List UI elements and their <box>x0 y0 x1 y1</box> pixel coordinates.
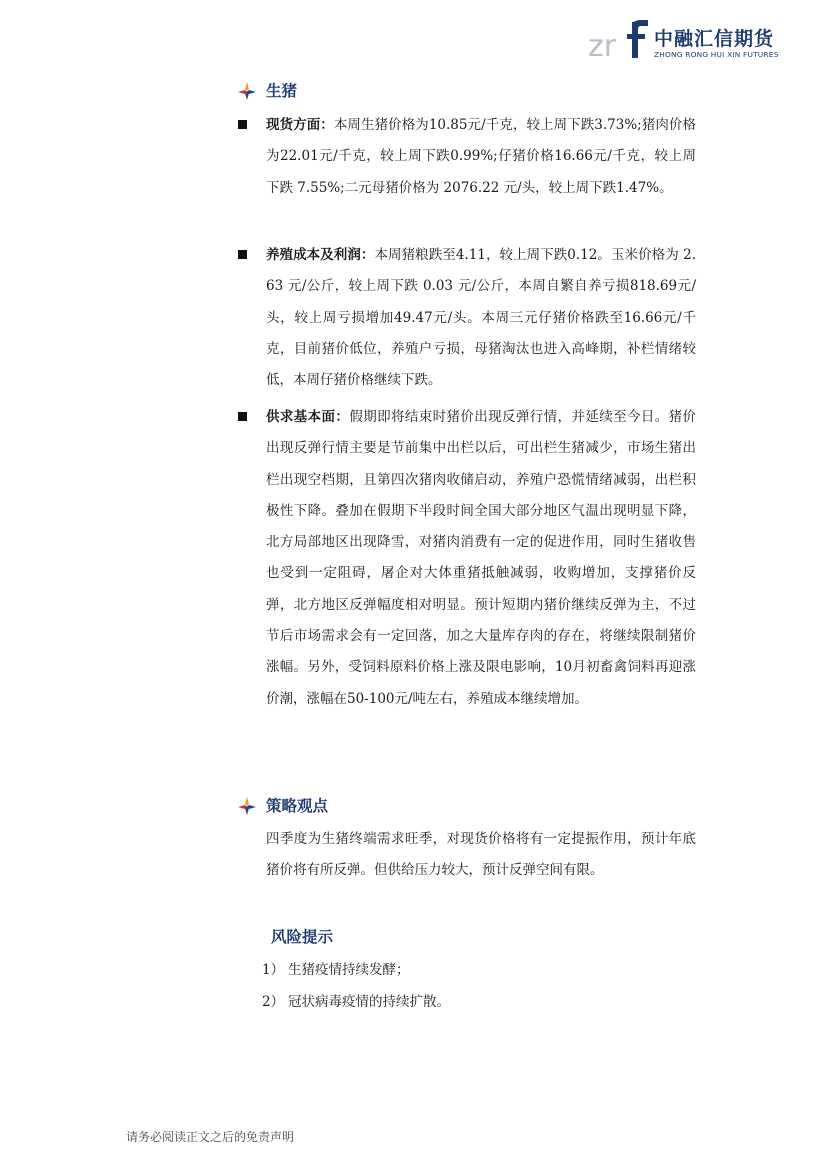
paragraph-strategy: 四季度为生猪终端需求旺季，对现货价格将有一定提振作用，预计年底猪价将有所反弹。但供给压力较大，预计反弹空间有限。 <box>266 831 696 879</box>
risk-title: 风险提示 <box>271 928 334 946</box>
bullet-square-icon <box>238 120 247 129</box>
svg-text:zr: zr <box>588 29 617 62</box>
paragraph-text: 本周猪粮跌至4.11，较上周下跌0.12。玉米价格为 2.63 元/公斤，较上周下跌 0.03 元/公斤，本周自繁自养亏损818.69元/头，较上周亏损增加49.47元/头。本周三元仔猪价格跌至16.66元/千克，目前猪价低位，养殖户亏损，母猪淘汰也进入高峰期，补栏情绪较低，本周仔猪价格继续下跌。 <box>266 247 697 389</box>
paragraph-label: 养殖成本及利润： <box>266 247 375 263</box>
risk-item-text: 冠状病毒疫情的持续扩散。 <box>288 994 450 1010</box>
footer-disclaimer: 请务必阅读正文之后的免责声明 <box>126 1130 295 1144</box>
zrf-logo-icon <box>588 18 650 62</box>
bullet-square-icon <box>238 250 247 259</box>
risk-item-text: 生猪疫情持续发酵； <box>288 962 410 978</box>
compass-star-icon <box>238 82 256 100</box>
logo-chinese-name: 中融汇信期货 <box>654 28 775 50</box>
paragraph-text: 假期即将结束时猪价出现反弹行情，并延续至今日。猪价出现反弹行情主要是节前集中出栏以后，可出栏生猪减少，市场生猪出栏出现空档期，且第四次猪肉收储启动，养殖户恐慌情绪减弱，出栏积极性下降。叠加在假期下半段时间全国大部分地区气温出现明显下降，北方局部地区出现降雪，对猪肉消费有一定的促进作用，同时生猪收售也受到一定阻碍，屠企对大体重猪抵触减弱，收购增加，支撑猪价反弹，北方地区反弹幅度相对明显。预计短期内猪价继续反弹为主，不过节后市场需求会有一定回落，加之大量库存肉的存在，将继续限制猪价涨幅。另外，受饲料原料价格上涨及限电影响，10月初畜禽饲料再迎涨价潮，涨幅在50-100元/吨左右，养殖成本继续增加。 <box>266 409 697 707</box>
risk-item-number: 1） <box>262 962 285 978</box>
paragraph-label: 供求基本面： <box>266 409 350 425</box>
paragraph-label: 现货方面： <box>266 117 334 133</box>
company-logo <box>588 18 778 62</box>
bullet-square-icon <box>238 412 247 421</box>
section-title: 策略观点 <box>266 797 329 815</box>
paragraph-breeding-cost <box>266 240 696 396</box>
paragraph-spot-market <box>266 110 696 204</box>
risk-item <box>262 992 450 1012</box>
logo-english-name: ZHONG RONG HUI XIN FUTURES <box>654 50 779 59</box>
risk-item <box>262 960 410 980</box>
paragraph-supply-demand <box>266 402 696 715</box>
section-title: 生猪 <box>266 82 298 100</box>
risk-item-number: 2） <box>262 994 285 1010</box>
paragraph-text: 本周生猪价格为10.85元/千克，较上周下跌3.73%;猪肉价格为22.01元/千克，较上周下跌0.99%;仔猪价格16.66元/千克，较上周下跌 7.55%;二元母猪价格为 2076.22 元/头，较上周下跌1.47%。 <box>266 117 697 196</box>
compass-star-icon <box>238 797 256 815</box>
